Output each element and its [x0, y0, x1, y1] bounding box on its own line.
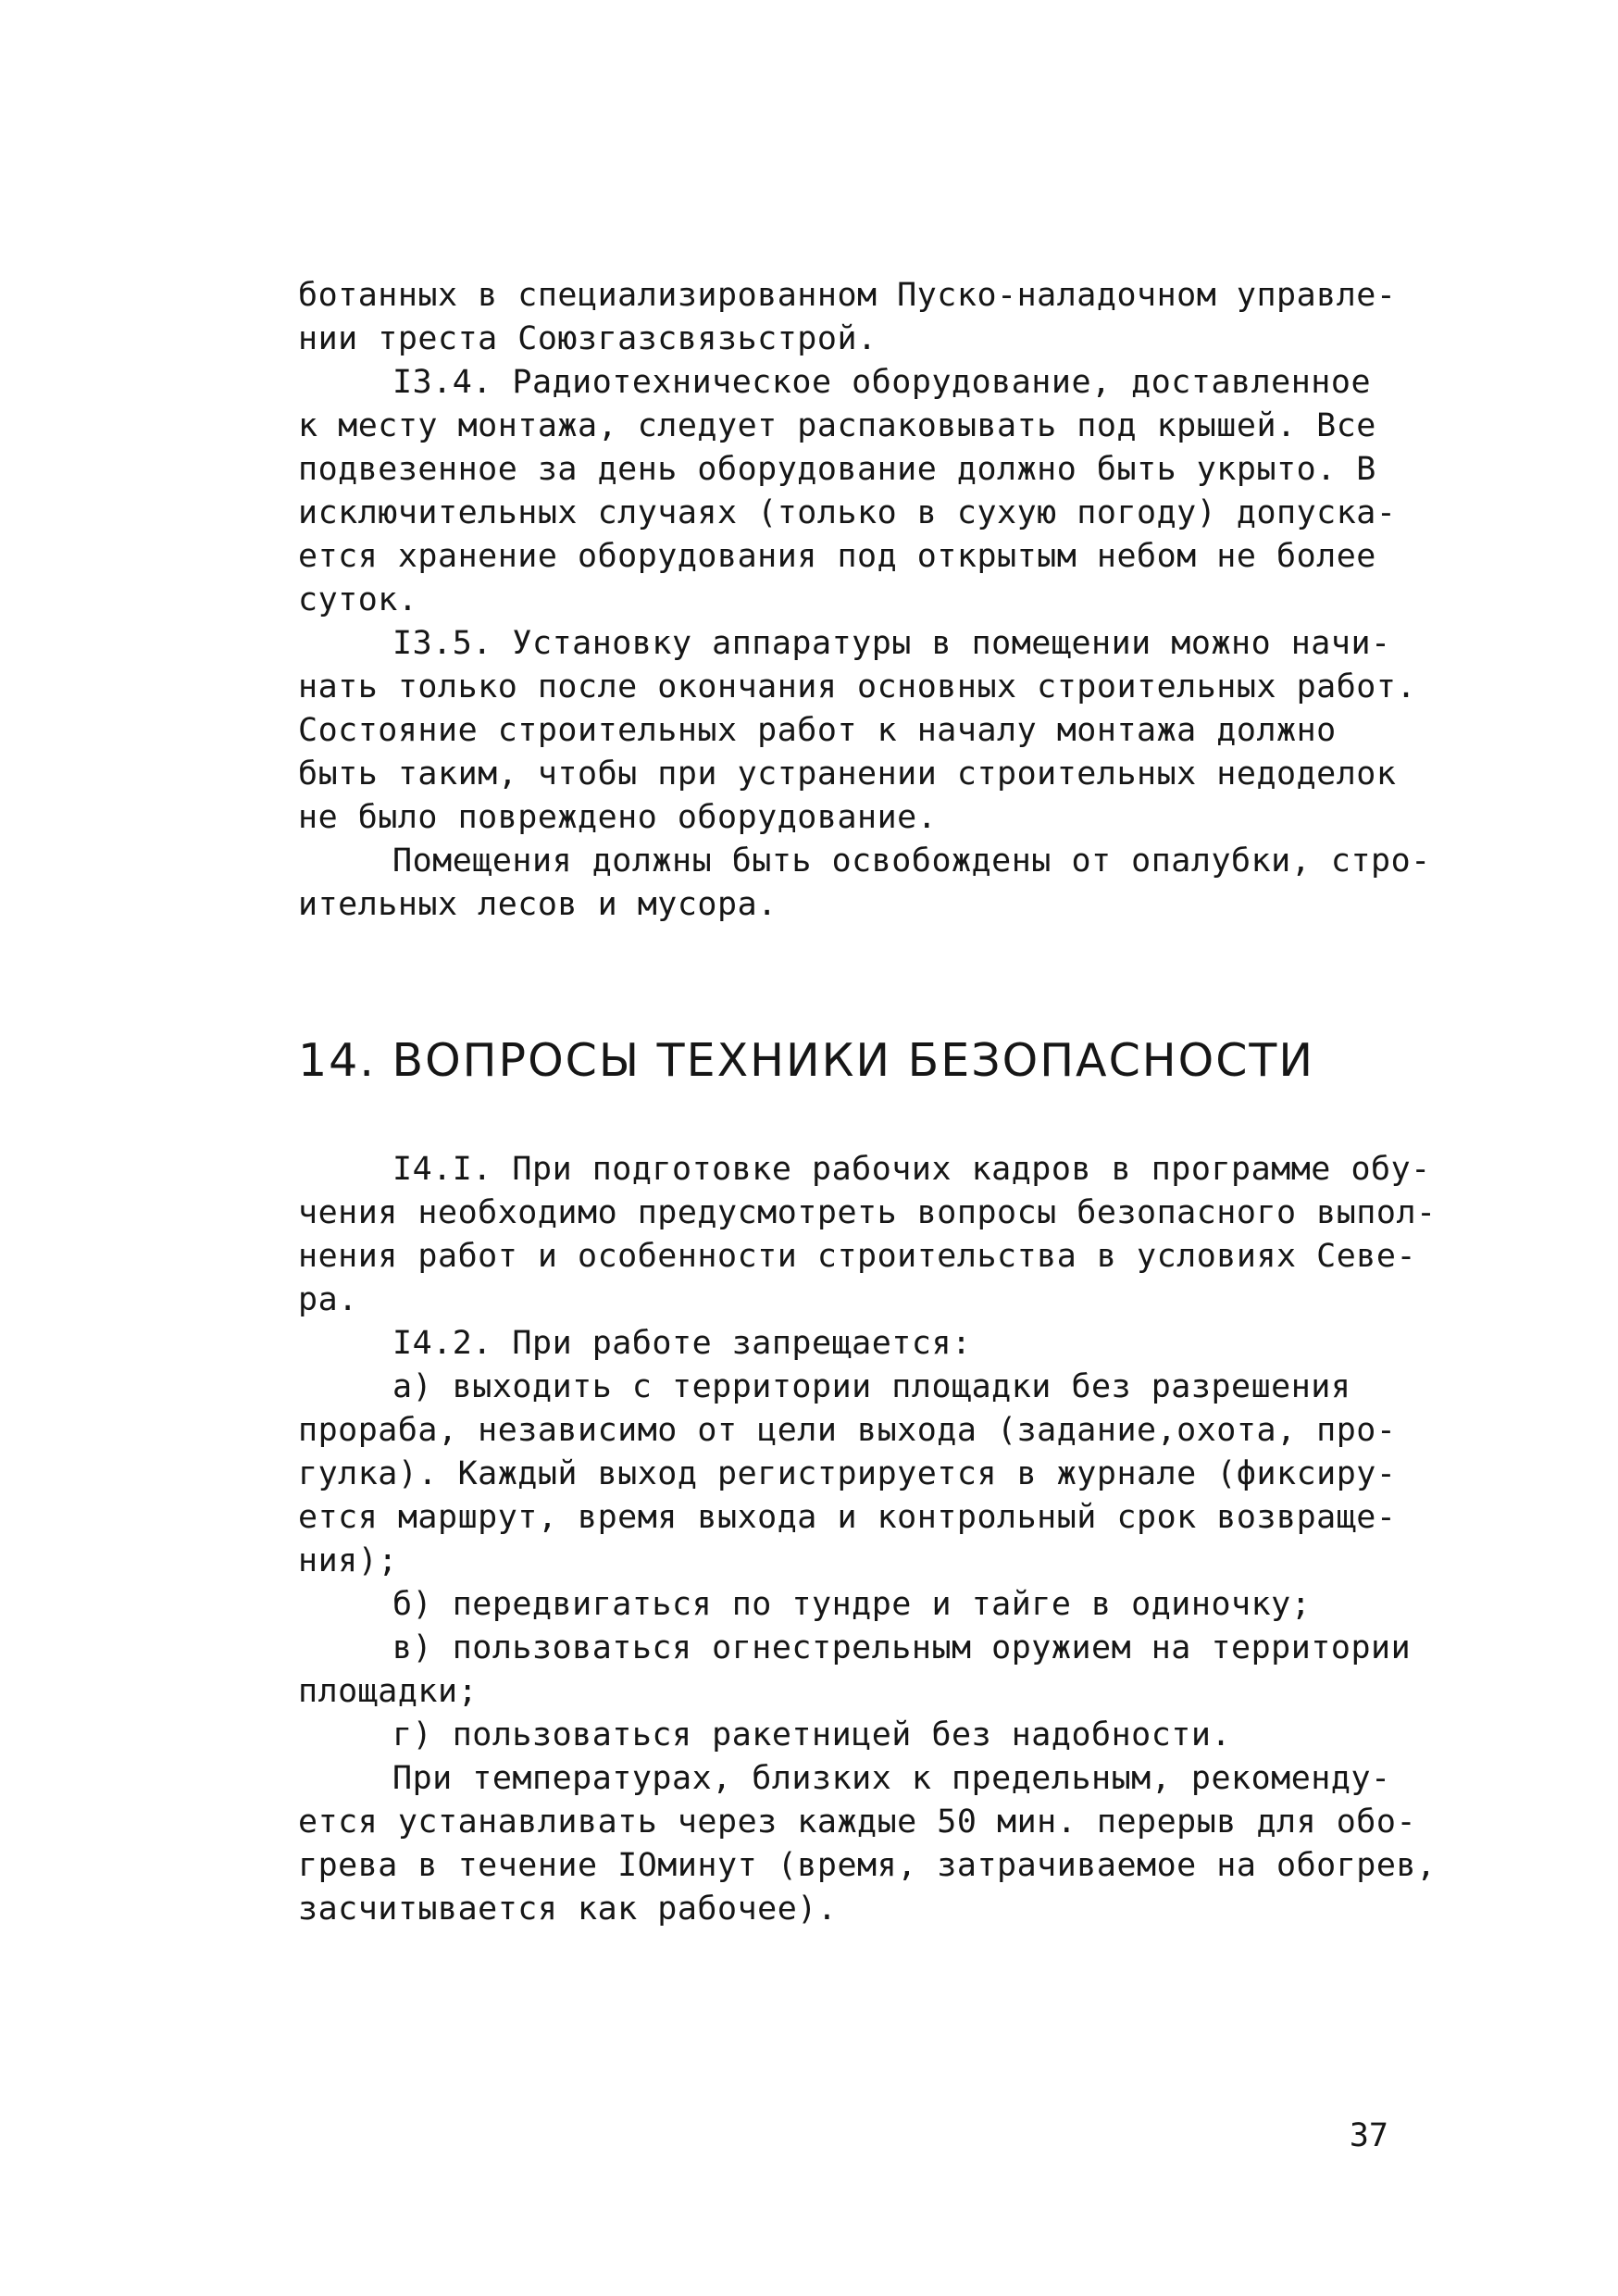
text-line: нать только после окончания основных строительных работ. [298, 668, 1417, 705]
text-line: ется устанавливать через каждые 50 мин. перерыв для обо- [298, 1803, 1417, 1841]
paragraph-13-5-start: I3.5. Установку аппаратуры в помещении можно начи- [392, 625, 1391, 662]
section-14-heading: 14. ВОПРОСЫ ТЕХНИКИ БЕЗОПАСНОСТИ [298, 1034, 1315, 1087]
paragraph-14-1-start: I4.I. При подготовке рабочих кадров в программе обу- [392, 1151, 1431, 1188]
list-item-a: а) выходить с территории площадки без разрешения [392, 1368, 1351, 1405]
text-line: чения необходимо предусмотреть вопросы безопасного выпол- [298, 1194, 1437, 1231]
text-line: нения работ и особенности строительства в условиях Севе- [298, 1238, 1417, 1275]
text-line: площадки; [298, 1673, 479, 1710]
text-line: ра. [298, 1281, 358, 1318]
text-line: быть таким, чтобы при устранении строительных недоделок [298, 755, 1397, 792]
text-line: суток. [298, 581, 418, 618]
text-line: гулка). Каждый выход регистрируется в журнале (фиксиру- [298, 1455, 1397, 1492]
text-line: засчитывается как рабочее). [298, 1890, 838, 1928]
page-number: 37 [1349, 2117, 1388, 2154]
text-line: ется хранение оборудования под открытым небом не более [298, 538, 1376, 575]
paragraph-temperature-start: При температурах, близких к предельным, рекоменду- [392, 1760, 1391, 1797]
paragraph-14-2-start: I4.2. При работе запрещается: [392, 1325, 972, 1362]
section-14-text [298, 1148, 1437, 1931]
list-item-v: в) пользоваться огнестрельным оружием на территории [392, 1629, 1412, 1666]
list-item-g: г) пользоваться ракетницей без надобности. [392, 1716, 1232, 1753]
text-line: исключительных случаях (только в сухую погоду) допуска- [298, 494, 1397, 531]
list-item-b: б) передвигаться по тундре и тайге в одиночку; [392, 1586, 1312, 1623]
text-line: грева в течение IОминут (время, затрачиваемое на обогрев, [298, 1847, 1437, 1884]
text-line: ботанных в специализированном Пуско-наладочном управле- [298, 277, 1397, 314]
text-line: нии треста Союзгазсвязьстрой. [298, 320, 877, 357]
text-line: ния); [298, 1542, 398, 1579]
paragraph-13-4-start: I3.4. Радиотехническое оборудование, доставленное [392, 364, 1372, 401]
text-line: прораба, независимо от цели выхода (задание,охота, про- [298, 1412, 1397, 1449]
text-line: подвезенное за день оборудование должно быть укрыто. В [298, 451, 1376, 488]
text-line: ительных лесов и мусора. [298, 886, 778, 923]
text-line: ется маршрут, время выхода и контрольный срок возвраще- [298, 1499, 1397, 1536]
text-line: Состояние строительных работ к началу монтажа должно [298, 712, 1337, 749]
text-line: к месту монтажа, следует распаковывать под крышей. Все [298, 407, 1376, 444]
text-line: не было повреждено оборудование. [298, 799, 938, 836]
paragraph-premises-start: Помещения должны быть освобождены от опалубки, стро- [392, 842, 1431, 880]
section-13-text [298, 274, 1431, 927]
